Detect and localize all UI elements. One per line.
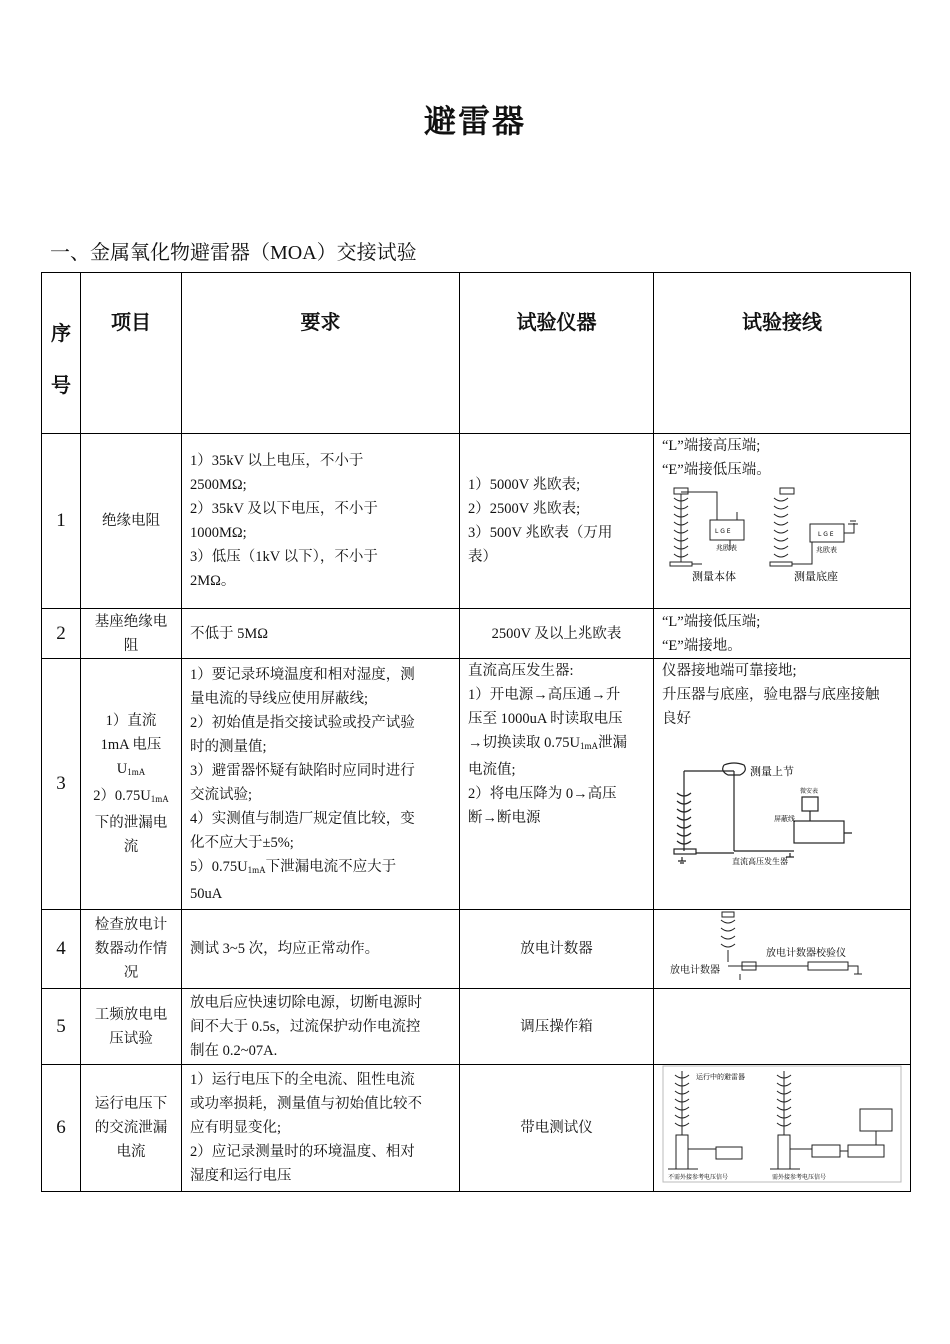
diagram-label-mid: 屏蔽线 — [774, 815, 795, 823]
row-wiring — [654, 1065, 911, 1192]
table-row — [42, 1065, 911, 1192]
row-requirement: 不低于 5MΩ — [182, 609, 460, 659]
diagram-label-small: 微安表 — [800, 788, 819, 795]
row-number: 3 — [42, 659, 81, 910]
row-item: 工频放电电 压试验 — [81, 989, 182, 1065]
diagram-label-no-ref: 不需外接参考电压信号 — [668, 1174, 729, 1181]
test-table — [41, 272, 911, 1192]
row-wiring: 仪器接地端可靠接地; 升压器与底座，验电器与底座接触 良好 测量上节 微安表 屏蔽线 直流高压发生器 — [654, 659, 911, 910]
row-wiring: “L”端接低压端; “E”端接地。 — [654, 609, 911, 659]
row-instrument: 1）5000V 兆欧表; 2）2500V 兆欧表; 3）500V 兆欧表（万用 表） — [460, 434, 654, 609]
row-instrument: 放电计数器 — [460, 910, 654, 989]
row-instrument: 直流高压发生器: 1）开电源→高压通→升 压至 1000uA 时读取电压 →切换读取 $0.75U_{1mA}$泄漏 电流值; 2）将电压降为 0→高压 断→断电源 — [460, 659, 654, 910]
diagram-lge: L G E — [715, 528, 731, 535]
row-requirement: 1）35kV 以上电压，不小于 2500MΩ; 2）35kV 及以下电压，不小于 1000MΩ; 3）低压（1kV 以下），不小于 2MΩ。 — [182, 434, 460, 609]
header-seq: 序 号 — [42, 273, 81, 434]
table-header-row — [42, 273, 911, 434]
diagram-label-ref: 需外接参考电压信号 — [772, 1174, 827, 1181]
row-instrument: 2500V 及以上兆欧表 — [460, 609, 654, 659]
row-item: 绝缘电阻 — [81, 434, 182, 609]
dc-leakage-wiring-diagram — [662, 761, 862, 867]
diagram-label-base: 测量底座 — [794, 570, 838, 583]
row-item: 基座绝缘电阻 — [81, 609, 182, 659]
section-heading: 一、金属氧化物避雷器（MOA）交接试验 — [50, 242, 417, 264]
row-instrument: 带电测试仪 — [460, 1065, 654, 1192]
diagram-label-body: 测量本体 — [692, 570, 736, 583]
page-title: 避雷器 — [423, 103, 526, 139]
table-row — [42, 910, 911, 989]
row-number: 1 — [42, 434, 81, 609]
diagram-lge: L G E — [818, 531, 834, 538]
row-item: 运行电压下 的交流泄漏 电流 — [81, 1065, 182, 1192]
row-requirement: 1）要记录环境温度和相对湿度，测 量电流的导线应使用屏蔽线; 2）初始值是指交接试验或投产试验 时的测量值; 3）避雷器怀疑有缺陷时应同时进行 交流试验; 4）实测值与制造厂规定值比较，变 化不应大于±5%; $5)0.75U_{1mA}$下泄漏电流不应大于 50uA — [182, 659, 460, 910]
row-number: 2 — [42, 609, 81, 659]
diagram-label-counter: 放电计数器 — [670, 965, 720, 976]
diagram-label-checker: 放电计数器校验仪 — [766, 948, 846, 959]
header-wiring: 试验接线 — [654, 273, 911, 434]
row-number: 5 — [42, 989, 81, 1065]
insulation-wiring-diagram — [662, 484, 887, 584]
row-requirement: 测试 3~5 次，均应正常动作。 — [182, 910, 460, 989]
table-row — [42, 609, 911, 659]
header-item: 项目 — [81, 273, 182, 434]
table-row — [42, 989, 911, 1065]
counter-wiring-diagram — [662, 910, 887, 980]
diagram-meter-label: 兆欧表 — [716, 544, 737, 552]
row-requirement: 1）运行电压下的全电流、阻性电流 或功率损耗，测量值与初始值比较不 应有明显变化; 2）应记录测量时的环境温度、相对 湿度和运行电压 — [182, 1065, 460, 1192]
row-instrument: 调压操作箱 — [460, 989, 654, 1065]
diagram-label-top: 测量上节 — [750, 765, 794, 778]
row-wiring: “L”端接高压端; “E”端接低压端。 L G E L G E 兆欧表 兆欧表 测量本体 测量底座 — [654, 434, 911, 609]
diagram-meter-label: 兆欧表 — [816, 546, 837, 554]
table-row — [42, 434, 911, 609]
row-number: 6 — [42, 1065, 81, 1192]
diagram-label-bottom: 直流高压发生器 — [732, 857, 788, 866]
table-row — [42, 659, 911, 910]
row-number: 4 — [42, 910, 81, 989]
header-requirement: 要求 — [182, 273, 460, 434]
row-item: 检查放电计 数器动作情 况 — [81, 910, 182, 989]
row-wiring — [654, 989, 911, 1065]
online-leakage-wiring-diagram — [662, 1065, 902, 1183]
diagram-label-running: 运行中的避雷器 — [696, 1073, 745, 1081]
header-instrument: 试验仪器 — [460, 273, 654, 434]
row-requirement: 放电后应快速切除电源，切断电源时 间不大于 0.5s，过流保护动作电流控 制在 0.2~07A. — [182, 989, 460, 1065]
row-item: 1）直流 1mA 电压 $U_{1mA}$ $2)0.75U_{1mA}$ 下的泄漏电 流 — [81, 659, 182, 910]
row-wiring — [654, 910, 911, 989]
